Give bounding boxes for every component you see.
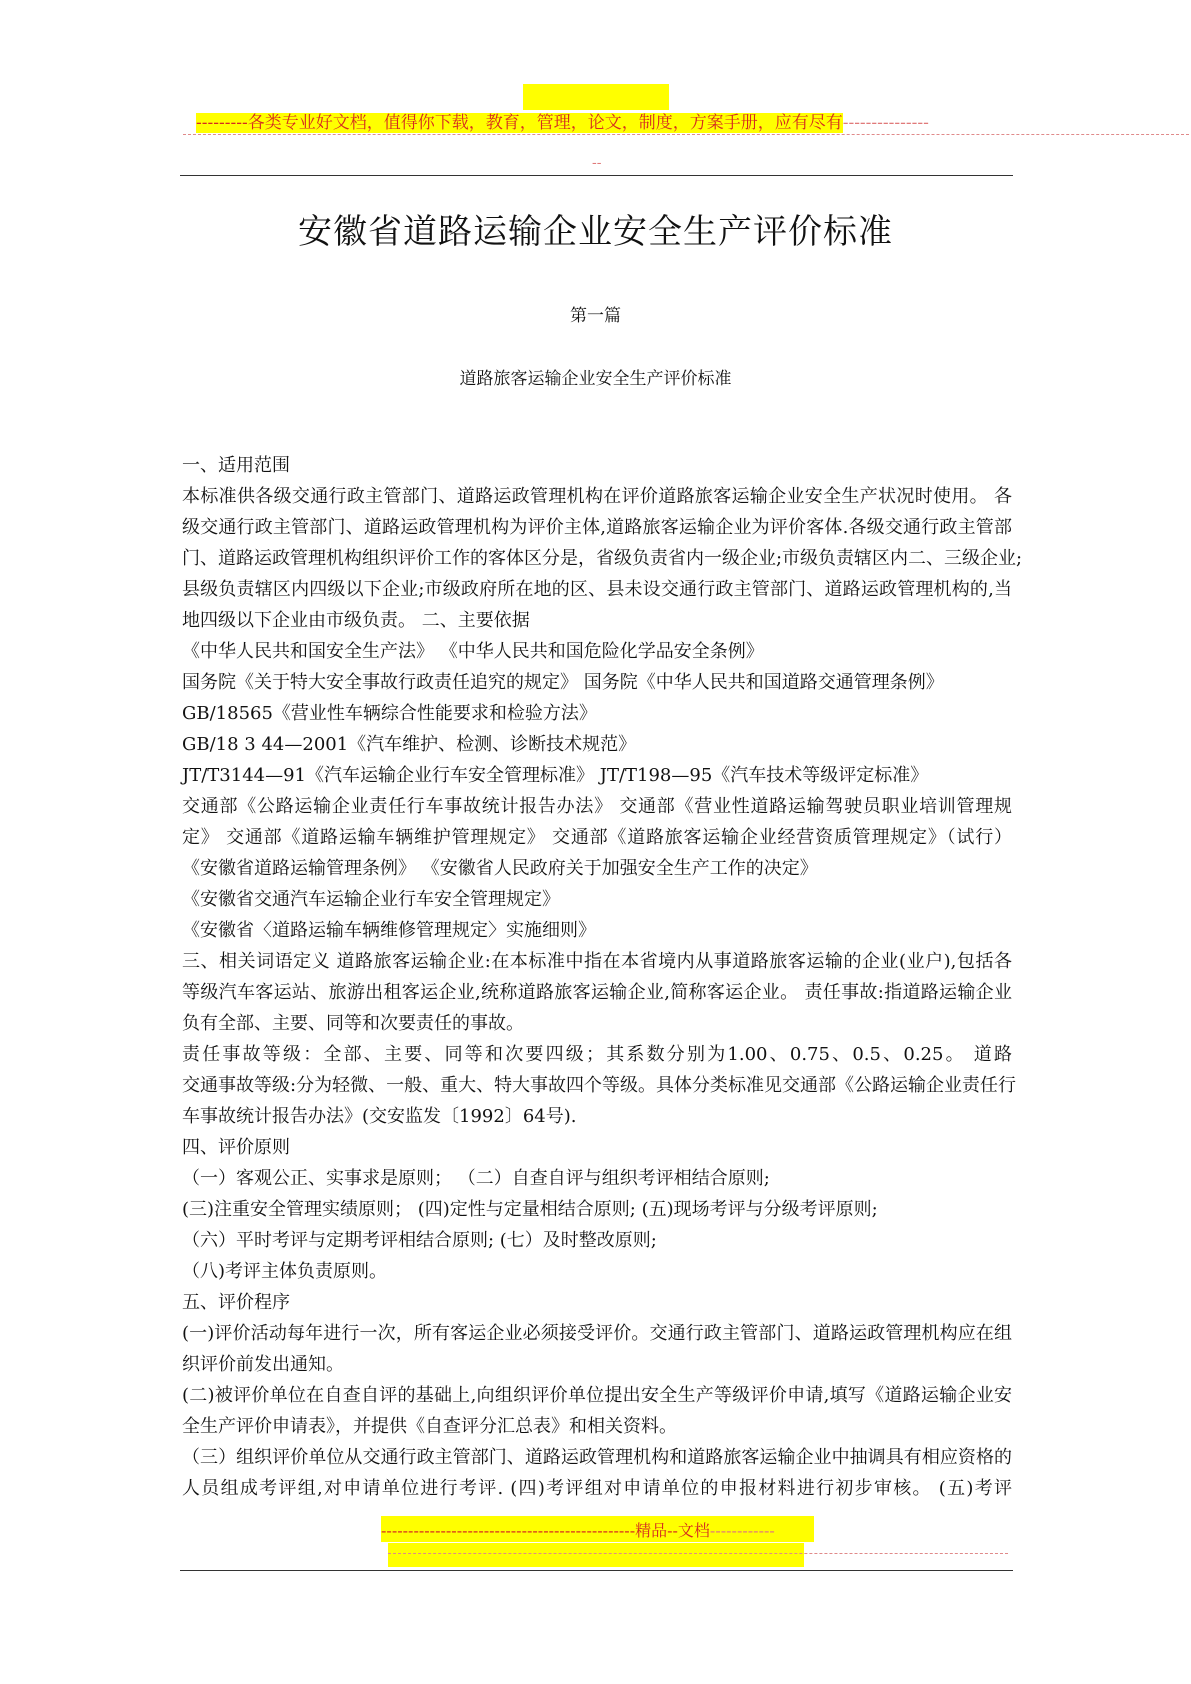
body-line: 定》 交通部《道路运输车辆维护管理规定》 交通部《道路旅客运输企业经营资质管理规定》（试行） [182, 827, 1012, 848]
body-line: 门、道路运政管理机构组织评价工作的客体区分是，省级负责省内一级企业;市级负责辖区内二、三级企业; [182, 548, 1023, 569]
body-line: 国务院《关于特大安全事故行政责任追究的规定》 国务院《中华人民共和国道路交通管理条例》 [182, 672, 944, 693]
body-line: 交通部《公路运输企业责任行车事故统计报告办法》 交通部《营业性道路运输驾驶员职业培训管理规 [182, 796, 1012, 817]
header-banner [196, 108, 929, 133]
body-line: 级交通行政主管部门、道路运政管理机构为评价主体,道路旅客运输企业为评价客体.各级交通行政主管部 [182, 517, 1012, 538]
body-line: 等级汽车客运站、旅游出租客运企业,统称道路旅客运输企业,简称客运企业。 责任事故:指道路运输企业 [182, 982, 1012, 1003]
body-line: GB/18 3 44—2001《汽车维护、检测、诊断技术规范》 [182, 734, 637, 755]
footer-highlight-2 [388, 1543, 804, 1567]
part-label: 第一篇 [570, 306, 621, 326]
body-line: 一、适用范围 [182, 455, 290, 476]
body-line: 《中华人民共和国安全生产法》 《中华人民共和国危险化学品安全条例》 [182, 641, 764, 662]
body-line: 交通事故等级:分为轻微、一般、重大、特大事故四个等级。具体分类标准见交通部《公路运输企业责任行 [182, 1075, 1017, 1096]
body-line: (二)被评价单位在自查自评的基础上,向组织评价单位提出安全生产等级评价申请,填写《道路运输企业安 [182, 1385, 1012, 1406]
header-banner-tail: --------------- [842, 113, 929, 133]
document-title: 安徽省道路运输企业安全生产评价标准 [298, 212, 893, 252]
body-line: 三、相关词语定义 道路旅客运输企业:在本标准中指在本省境内从事道路旅客运输的企业(业户),包括各 [182, 951, 1012, 972]
section-subtitle: 道路旅客运输企业安全生产评价标准 [459, 369, 732, 389]
body-line: （三）组织评价单位从交通行政主管部门、道路运政管理机构和道路旅客运输企业中抽调具有相应资格的 [182, 1447, 1012, 1468]
body-line: 县级负责辖区内四级以下企业;市级政府所在地的区、县未设交通行政主管部门、道路运政管理机构的,当 [182, 579, 1012, 600]
body-line: 人员组成考评组,对申请单位进行考评. (四)考评组对申请单位的申报材料进行初步审核。 (五)考评 [182, 1478, 1012, 1499]
footer-banner-tail: ------------ [709, 1521, 775, 1540]
body-line: 《安徽省〈道路运输车辆维修管理规定〉实施细则》 [182, 920, 596, 941]
body-line: 织评价前发出通知。 [182, 1354, 344, 1375]
header-dashed-line [183, 134, 1189, 135]
footer-dashed-line [388, 1553, 1008, 1554]
body-line: （八)考评主体负责原则。 [182, 1261, 388, 1282]
footer-banner [381, 1518, 775, 1541]
body-line: （一）客观公正、实事求是原则； （二）自查自评与组织考评相结合原则; [182, 1168, 770, 1189]
body-line: 地四级以下企业由市级负责。 二、主要依据 [182, 610, 530, 631]
body-line: (三)注重安全管理实绩原则； (四)定性与定量相结合原则; (五)现场考评与分级考评原则; [182, 1199, 878, 1220]
header-highlight [523, 84, 669, 110]
body-line: JT/T3144—91《汽车运输企业行车安全管理标准》 JT/T198—95《汽车技术等级评定标准》 [182, 765, 929, 786]
body-line: （六）平时考评与定期考评相结合原则; (七）及时整改原则; [182, 1230, 657, 1251]
body-line: 《安徽省道路运输管理条例》 《安徽省人民政府关于加强安全生产工作的决定》 [182, 858, 818, 879]
header-rule [180, 175, 1013, 176]
body-line: GB/18565《营业性车辆综合性能要求和检验方法》 [182, 703, 597, 724]
body-line: 车事故统计报告办法》(交安监发〔1992〕64号). [182, 1106, 577, 1127]
body-line: 责任事故等级：全部、主要、同等和次要四级；其系数分别为1.00、0.75、0.5、0.25。 道路 [182, 1044, 1012, 1065]
body-line: 负有全部、主要、同等和次要责任的事故。 [182, 1013, 524, 1034]
body-line: 《安徽省交通汽车运输企业行车安全管理规定》 [182, 889, 560, 910]
body-line: 本标准供各级交通行政主管部门、道路运政管理机构在评价道路旅客运输企业安全生产状况时使用。 各 [182, 486, 1012, 507]
header-dash-tail: -- [592, 155, 602, 171]
body-line: 四、评价原则 [182, 1137, 290, 1158]
document-body [182, 450, 1023, 1504]
header-banner-text: ---------各类专业好文档，值得你下载，教育，管理，论文，制度，方案手册，应有尽有 [196, 113, 843, 133]
footer-rule [180, 1570, 1013, 1571]
body-line: 全生产评价申请表》，并提供《自查评分汇总表》和相关资料。 [182, 1416, 677, 1437]
footer-banner-text: -----------------------------------------------精品--文档 [381, 1521, 710, 1540]
body-line: (一)评价活动每年进行一次，所有客运企业必须接受评价。交通行政主管部门、道路运政管理机构应在组 [182, 1323, 1012, 1344]
body-line: 五、评价程序 [182, 1292, 290, 1313]
